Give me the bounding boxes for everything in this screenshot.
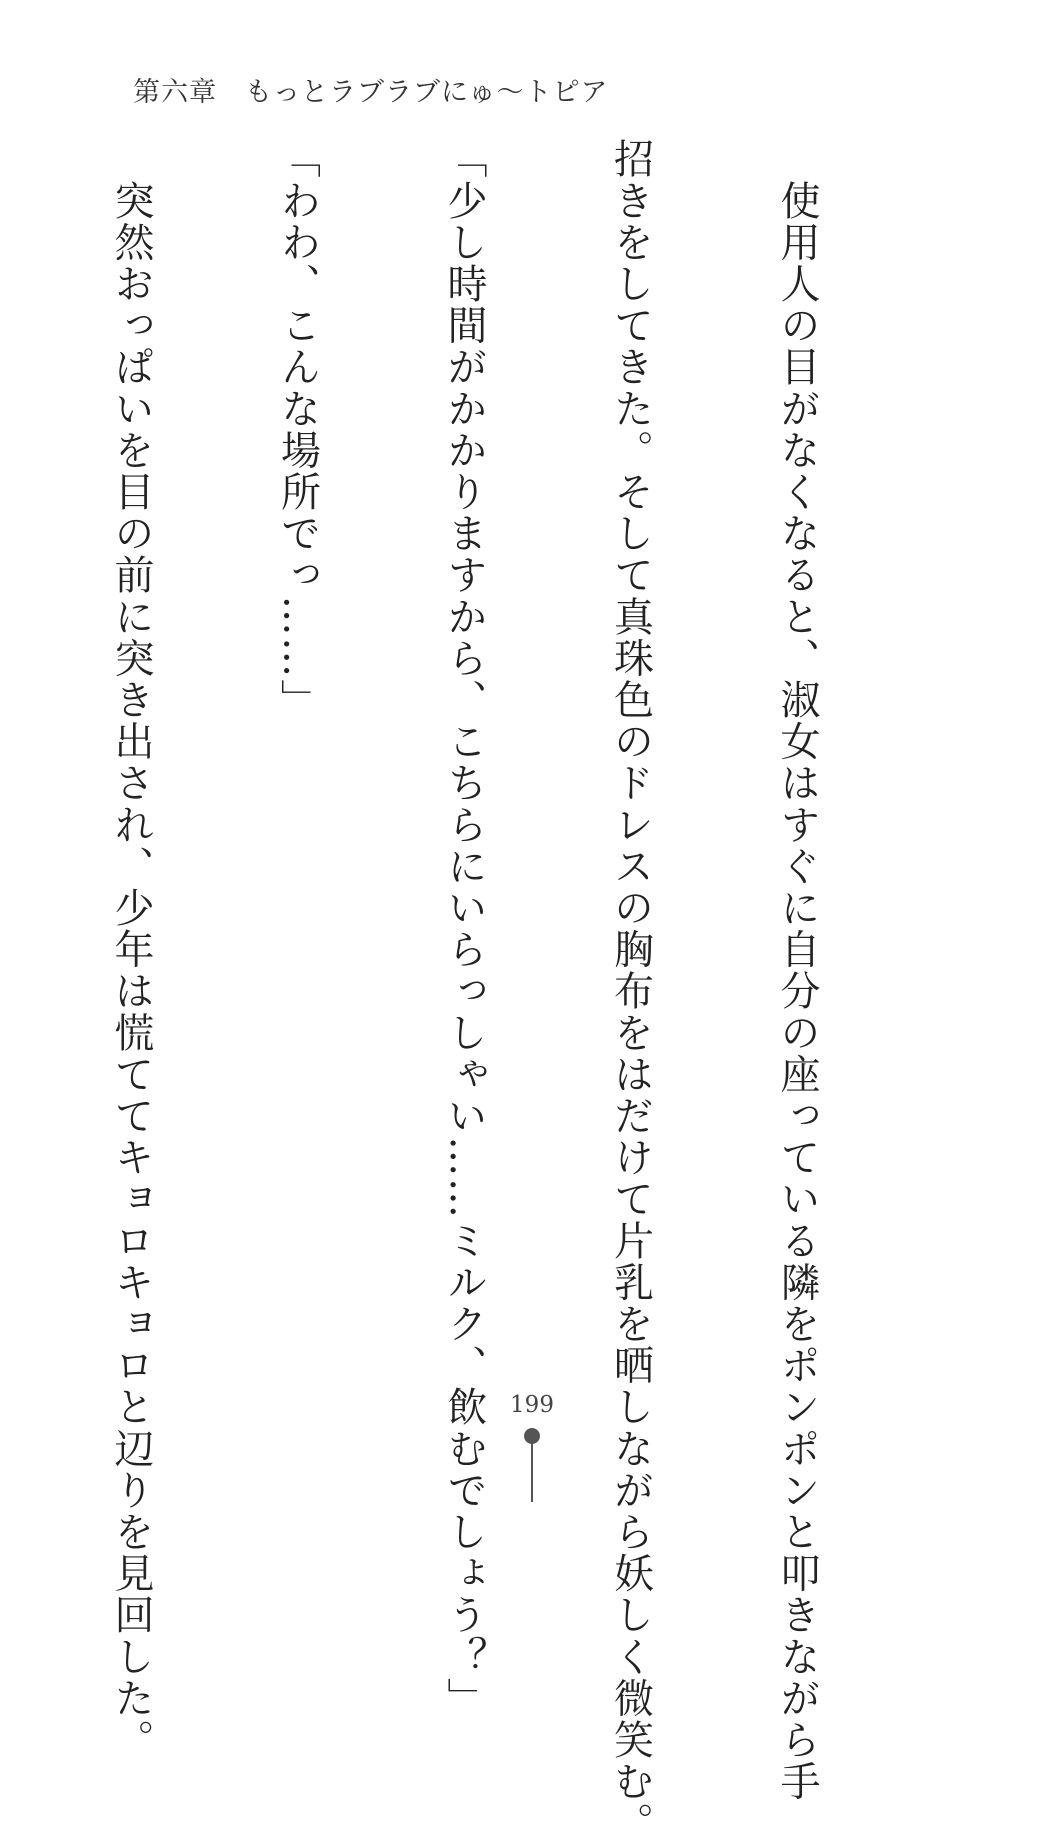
text-line: 使用人の目がなくなると、淑女はすぐに自分の座っている隣をポンポンと叩きながら手	[774, 138, 820, 1802]
text-line: 招きをしてきた。そして真珠色のドレスの胸布をはだけて片乳を晒しながら妖しく微笑む。	[607, 138, 654, 1844]
running-head: 第六章 もっとラブラブにゅ〜トピア	[133, 77, 609, 108]
text-line: 「わわ、こんな場所でっ……」	[274, 138, 321, 721]
text-line: 突然おっぱいを目の前に突き出され、少年は慌ててキョロキョロと辺りを見回した。	[108, 138, 154, 1761]
page-number: 199	[510, 1392, 554, 1418]
page-marker-icon	[524, 1428, 540, 1500]
text-line: 「少し時間がかかりますから、こちらにいらっしゃい……ミルク、飲むでしょう？」	[441, 138, 487, 1719]
